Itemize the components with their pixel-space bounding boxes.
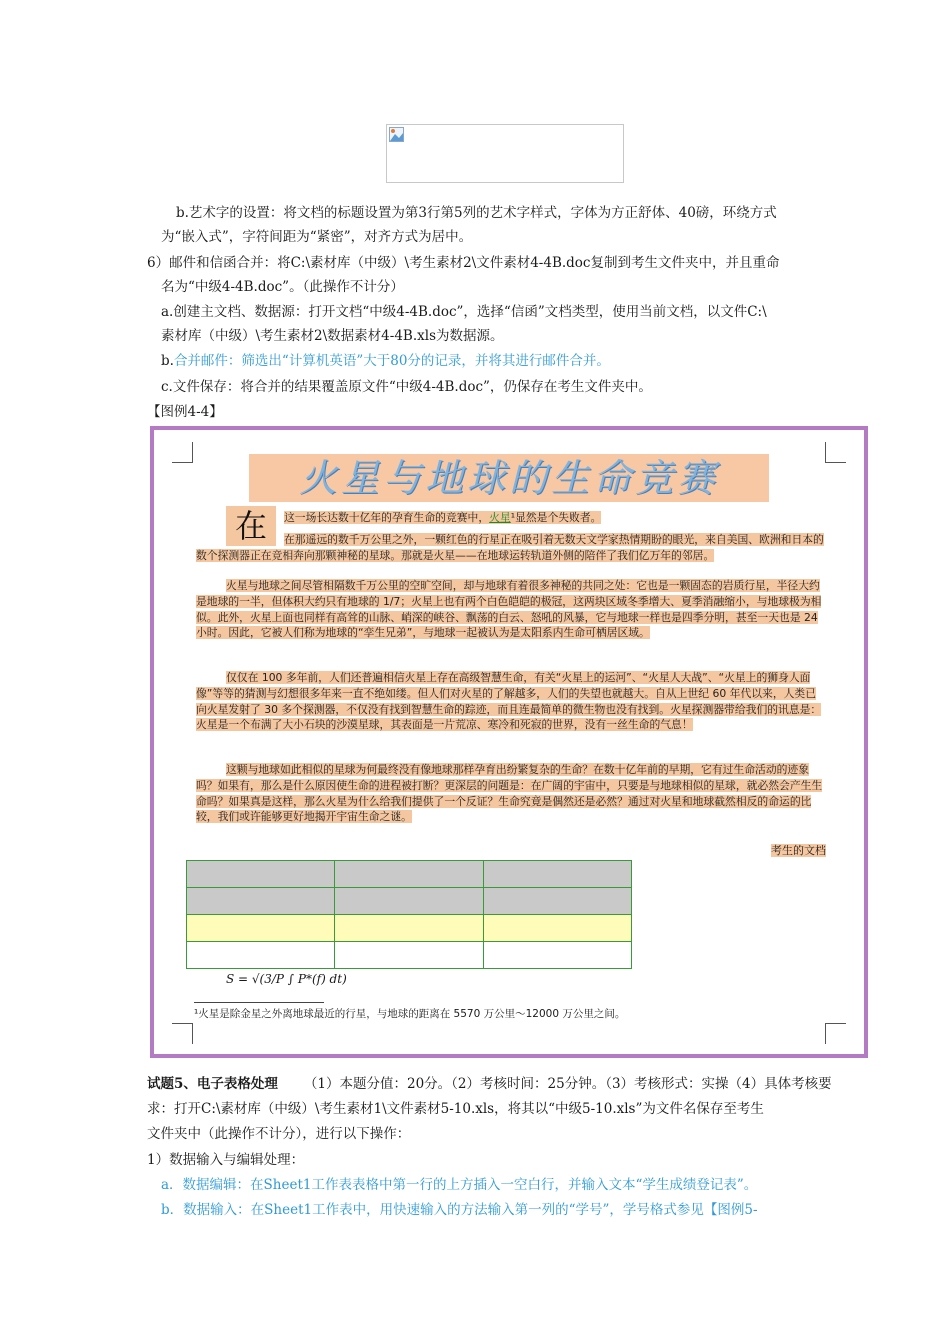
data-input-instruction: b．数据输入：在Sheet1工作表中，用快速输入的方法输入第一列的“学号”，学号格式参见【图例5- <box>161 1202 758 1218</box>
example-document-figure <box>150 426 868 1058</box>
create-main-doc-instruction: a.创建主文档、数据源：打开文档“中级4-4B.doc”，选择“信函”文档类型，使用当前文档，以文件C:\ <box>161 304 767 320</box>
table-row <box>187 942 632 969</box>
table-row <box>187 888 632 915</box>
paragraph-1: 在那遥远的数千万公里之外，一颗红色的行星正在吸引着无数天文学家热情期盼的眼光，来自美国、欧洲和日本的数个探测器正在竞相奔向那颗神秘的星球。那就是火星——在地球运转轨道外侧的陪伴了我们亿万年的邻居。 <box>196 533 824 562</box>
art-text-instruction-cont: 为“嵌入式”，字符间距为“紧密”，对齐方式为居中。 <box>161 229 473 245</box>
drop-cap: 在 <box>226 506 276 546</box>
corner-mark <box>825 1023 846 1044</box>
example-table <box>186 860 632 969</box>
create-main-doc-instruction-cont: 素材库（中级）\考生素材2\数据素材4-4B.xls为数据源。 <box>161 328 504 344</box>
word-art-title: 火星与地球的生命竞赛 <box>249 454 769 502</box>
paragraph-1-lead: 这一场长达数十亿年的孕育生命的竞赛中，火星¹显然是个失败者。 <box>284 511 602 524</box>
task5-requirements-cont: 文件夹中（此操作不计分），进行以下操作： <box>147 1126 411 1142</box>
paragraph-3: 仅仅在 100 多年前，人们还普遍相信火星上存在高级智慧生命，有关“火星上的运河”、“火星人大战”、“火星上的狮身人面像”等等的猜测与幻想很多年来一直不绝如缕。但人们对火星的了解越多，人们的失望也就越大。自从上世纪 60 年代以来，人类已向火星发射了 30 多个探测器，不仅没有找到智慧生命的踪迹，而且连最简单的微生物也没有找到。火星探测器带给我们的讯息是：火星是一个布满了大小石块的沙漠星球，其表面是一片荒凉、寒冷和死寂的世界，没有一丝生命的气息！ <box>196 671 822 732</box>
paragraph-2: 火星与地球之间尽管相隔数千万公里的空旷空间，却与地球有着很多神秘的共同之处：它也是一颗固态的岩质行星，半径大约是地球的一半，但体积大约只有地球的 1/7；火星上也有两个白色皑皑的极冠，这两块区域冬季增大、夏季消融缩小，与地球极为相似。此外，火星上面也同样有高耸的山脉、峭深的峡谷、飘荡的白云、怒吼的风暴，它与地球一样也是四季分明，甚至一天也是 24 小时。因此，它被人们称为地球的“孪生兄弟”，与地球一起被认为是太阳系内生命可栖居区域。 <box>196 579 822 640</box>
data-edit-instruction: a．数据编辑：在Sheet1工作表表格中第一行的上方插入一空白行，并输入文本“学生成绩登记表”。 <box>161 1177 758 1193</box>
image-placeholder <box>386 124 624 183</box>
student-doc-label: 考生的文档 <box>771 844 826 857</box>
corner-mark <box>825 442 846 463</box>
mail-merge-heading: 6）邮件和信函合并：将C:\素材库（中级）\考生素材2\文件素材4-4B.doc复制到考生文件夹中，并且重命 <box>147 255 780 271</box>
footnote-separator <box>194 1002 324 1003</box>
mail-merge-heading-cont: 名为“中级4-4B.doc”。（此操作不计分） <box>161 279 404 295</box>
paragraph-4: 这颗与地球如此相似的星球为何最终没有像地球那样孕育出纷繁复杂的生命？在数十亿年前的早期，它有过生命活动的迹象吗？如果有，那么是什么原因使生命的进程被打断？更深层的问题是：在广阔的宇宙中，只要是与地球相似的星球，就必然会产生生命吗？如果真是这样，那么火星为什么给我们提供了一个反证？生命究竟是偶然还是必然？通过对火星和地球截然相反的命运的比较，我们或许能够更好地揭开宇宙生命之谜。 <box>196 763 823 824</box>
footnote: ¹火星是除金星之外离地球最近的行星，与地球的距离在 5570 万公里～12000 万公里之间。 <box>194 1008 626 1020</box>
art-text-instruction: b.艺术字的设置：将文档的标题设置为第3行第5列的艺术字样式，字体为方正舒体、40磅，环绕方式 <box>176 205 777 221</box>
file-save-instruction: c.文件保存：将合并的结果覆盖原文件“中级4-4B.doc”，仍保存在考生文件夹中。 <box>161 379 652 395</box>
corner-mark <box>172 1023 193 1044</box>
math-formula: S = √(3/P ∫ P*(f) dt) <box>226 972 347 986</box>
data-input-heading: 1）数据输入与编辑处理： <box>147 1152 305 1168</box>
table-row <box>187 915 632 942</box>
task5-requirements: 求：打开C:\素材库（中级）\考生素材1\文件素材5-10.xls，将其以“中级5-10.xls”为文件名保存至考生 <box>147 1101 764 1117</box>
merge-mail-instruction: b.合并邮件：筛选出“计算机英语”大于80分的记录，并将其进行邮件合并。 <box>161 353 610 369</box>
broken-image-icon <box>389 127 404 142</box>
task5-heading: 试题5、电子表格处理 （1）本题分值：20分。（2）考核时间：25分钟。（3）考核形式：实操（4）具体考核要 <box>147 1076 832 1092</box>
table-row <box>187 861 632 888</box>
corner-mark <box>172 442 193 463</box>
figure-label: 【图例4-4】 <box>147 404 223 420</box>
